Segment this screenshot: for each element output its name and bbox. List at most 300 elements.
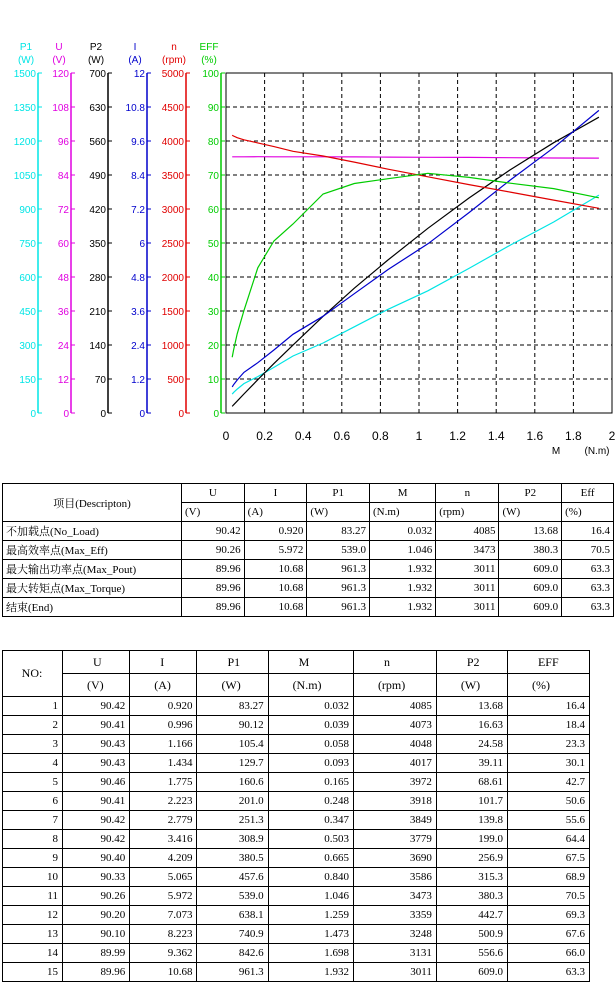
- summary-header-cell: I: [244, 484, 307, 503]
- axis-tick-label: 24: [57, 341, 69, 352]
- detail-row-number: 2: [3, 716, 63, 735]
- detail-cell: 63.3: [507, 963, 589, 982]
- axis-tick-label: 0: [139, 409, 145, 420]
- axis-tick-label: 350: [89, 239, 106, 250]
- detail-cell: 315.3: [436, 868, 507, 887]
- detail-cell: 199.0: [436, 830, 507, 849]
- detail-cell: 90.43: [63, 735, 130, 754]
- detail-cell: 5.065: [130, 868, 197, 887]
- summary-cell: 63.3: [562, 598, 614, 617]
- axis-tick-label: 500: [167, 375, 184, 386]
- summary-unit-cell: (%): [562, 503, 614, 522]
- detail-cell: 90.20: [63, 906, 130, 925]
- detail-cell: 4017: [353, 754, 436, 773]
- summary-cell: 90.42: [182, 522, 245, 541]
- detail-cell: 160.6: [197, 773, 268, 792]
- detail-cell: 3131: [353, 944, 436, 963]
- axis-tick-label: 70: [94, 375, 106, 386]
- detail-header-cell: U: [63, 651, 130, 674]
- x-axis-label: M: [551, 446, 561, 457]
- summary-cell: 63.3: [562, 560, 614, 579]
- detail-cell: 42.7: [507, 773, 589, 792]
- detail-cell: 0.093: [268, 754, 353, 773]
- detail-cell: 90.10: [63, 925, 130, 944]
- summary-cell: 539.0: [307, 541, 370, 560]
- detail-unit-cell: (W): [436, 674, 507, 697]
- axis-tick-label: 3000: [161, 205, 184, 216]
- axis-tick-label: 10: [207, 375, 219, 386]
- summary-cell: 10.68: [244, 579, 307, 598]
- x-tick-label: 0.8: [372, 429, 389, 443]
- detail-row: [3, 754, 590, 773]
- axis-tick-label: 2000: [161, 273, 184, 284]
- detail-row: [3, 868, 590, 887]
- series-lines: [232, 110, 599, 406]
- detail-row-number: 10: [3, 868, 63, 887]
- detail-cell: 90.33: [63, 868, 130, 887]
- axis-p1: [14, 42, 42, 420]
- detail-cell: 380.3: [436, 887, 507, 906]
- detail-no-header: NO:: [3, 651, 63, 697]
- axis-tick-label: 0: [100, 409, 106, 420]
- summary-cell: 89.96: [182, 560, 245, 579]
- detail-cell: 0.347: [268, 811, 353, 830]
- axis-tick-label: 10.8: [125, 103, 145, 114]
- axis-tick-label: 420: [89, 205, 106, 216]
- detail-cell: 0.503: [268, 830, 353, 849]
- axis-tick-label: 600: [19, 273, 36, 284]
- detail-cell: 0.840: [268, 868, 353, 887]
- detail-cell: 105.4: [197, 735, 268, 754]
- detail-cell: 0.996: [130, 716, 197, 735]
- axis-tick-label: 3500: [161, 171, 184, 182]
- axis-tick-label: 90: [207, 103, 219, 114]
- detail-cell: 0.039: [268, 716, 353, 735]
- detail-cell: 70.5: [507, 887, 589, 906]
- detail-row-number: 13: [3, 925, 63, 944]
- detail-header-row: [3, 651, 590, 674]
- detail-unit-cell: (W): [197, 674, 268, 697]
- axis-tick-label: 3.6: [131, 307, 145, 318]
- axis-p2: [88, 42, 112, 420]
- axis-tick-label: 70: [207, 171, 219, 182]
- detail-header-cell: EFF: [507, 651, 589, 674]
- detail-cell: 67.5: [507, 849, 589, 868]
- detail-row: [3, 697, 590, 716]
- summary-cell: 961.3: [307, 560, 370, 579]
- summary-header-row: [3, 484, 614, 503]
- summary-cell: 70.5: [562, 541, 614, 560]
- summary-cell: 16.4: [562, 522, 614, 541]
- axis-name: I: [133, 42, 137, 53]
- detail-cell: 18.4: [507, 716, 589, 735]
- axis-tick-label: 1500: [161, 307, 184, 318]
- detail-cell: 1.932: [268, 963, 353, 982]
- axis-tick-label: 0: [213, 409, 219, 420]
- series-eff-line: [232, 173, 599, 357]
- detail-row: [3, 792, 590, 811]
- detail-unit-cell: (rpm): [353, 674, 436, 697]
- detail-cell: 90.26: [63, 887, 130, 906]
- detail-cell: 129.7: [197, 754, 268, 773]
- detail-row: [3, 735, 590, 754]
- detail-cell: 961.3: [197, 963, 268, 982]
- detail-row-number: 1: [3, 697, 63, 716]
- axis-tick-label: 280: [89, 273, 106, 284]
- summary-row-label: 最大输出功率点(Max_Pout): [3, 560, 182, 579]
- detail-cell: 638.1: [197, 906, 268, 925]
- detail-cell: 1.166: [130, 735, 197, 754]
- x-tick-label: 0.6: [333, 429, 351, 443]
- detail-cell: 2.779: [130, 811, 197, 830]
- axis-tick-label: 4500: [161, 103, 184, 114]
- axis-tick-label: 0: [178, 409, 184, 420]
- axis-tick-label: 1500: [13, 69, 36, 80]
- summary-unit-cell: (A): [244, 503, 307, 522]
- detail-cell: 9.362: [130, 944, 197, 963]
- axis-tick-label: 8.4: [131, 171, 145, 182]
- detail-cell: 30.1: [507, 754, 589, 773]
- axis-tick-label: 100: [202, 69, 219, 80]
- detail-cell: 64.4: [507, 830, 589, 849]
- detail-cell: 3849: [353, 811, 436, 830]
- detail-row: [3, 716, 590, 735]
- summary-cell: 3011: [436, 560, 499, 579]
- axis-i: [126, 42, 151, 420]
- detail-cell: 68.61: [436, 773, 507, 792]
- summary-cell: 89.96: [182, 579, 245, 598]
- summary-unit-cell: (V): [182, 503, 245, 522]
- axis-name: P2: [89, 42, 103, 53]
- summary-unit-cell: (W): [499, 503, 562, 522]
- summary-row-label: 结束(End): [3, 598, 182, 617]
- axis-tick-label: 0: [30, 409, 36, 420]
- axis-tick-label: 50: [207, 239, 219, 250]
- summary-cell: 63.3: [562, 579, 614, 598]
- detail-cell: 90.46: [63, 773, 130, 792]
- axis-tick-label: 140: [89, 341, 106, 352]
- axis-tick-label: 5000: [161, 69, 184, 80]
- axis-tick-label: 30: [207, 307, 219, 318]
- detail-row: [3, 906, 590, 925]
- summary-cell: 1.046: [369, 541, 435, 560]
- axis-tick-label: 150: [19, 375, 36, 386]
- summary-unit-cell: (rpm): [436, 503, 499, 522]
- summary-cell: 3011: [436, 579, 499, 598]
- detail-unit-cell: (A): [130, 674, 197, 697]
- performance-chart: [0, 0, 616, 470]
- axis-name: EFF: [199, 42, 219, 53]
- detail-cell: 69.3: [507, 906, 589, 925]
- axis-unit: (V): [52, 55, 66, 66]
- axis-tick-label: 630: [89, 103, 106, 114]
- detail-cell: 16.4: [507, 697, 589, 716]
- detail-cell: 556.6: [436, 944, 507, 963]
- detail-cell: 3918: [353, 792, 436, 811]
- detail-cell: 1.046: [268, 887, 353, 906]
- x-tick-label: 0.2: [256, 429, 273, 443]
- detail-cell: 1.775: [130, 773, 197, 792]
- axis-tick-label: 490: [89, 171, 106, 182]
- x-tick-label: 1.4: [487, 429, 505, 443]
- detail-cell: 39.11: [436, 754, 507, 773]
- axis-tick-label: 84: [57, 171, 69, 182]
- summary-row: [3, 560, 614, 579]
- detail-cell: 0.032: [268, 697, 353, 716]
- detail-header-cell: n: [353, 651, 436, 674]
- series-n-line: [232, 135, 599, 208]
- axis-tick-label: 9.6: [131, 137, 145, 148]
- summary-cell: 10.68: [244, 560, 307, 579]
- summary-cell: 89.96: [182, 598, 245, 617]
- summary-cell: 609.0: [499, 598, 562, 617]
- axis-tick-label: 750: [19, 239, 36, 250]
- axis-eff: [200, 42, 225, 420]
- x-tick-label: 0.4: [294, 429, 312, 443]
- summary-cell: 0.920: [244, 522, 307, 541]
- detail-unit-row: [3, 674, 590, 697]
- detail-unit-cell: (V): [63, 674, 130, 697]
- detail-cell: 23.3: [507, 735, 589, 754]
- axis-name: P1: [19, 42, 33, 53]
- axis-tick-label: 80: [207, 137, 219, 148]
- axis-tick-label: 108: [52, 103, 69, 114]
- detail-row: [3, 944, 590, 963]
- detail-cell: 3011: [353, 963, 436, 982]
- detail-cell: 24.58: [436, 735, 507, 754]
- summary-cell: 83.27: [307, 522, 370, 541]
- detail-row-number: 12: [3, 906, 63, 925]
- detail-table: [2, 650, 590, 982]
- detail-cell: 90.41: [63, 716, 130, 735]
- axis-name: n: [171, 42, 177, 53]
- detail-cell: 256.9: [436, 849, 507, 868]
- detail-cell: 1.698: [268, 944, 353, 963]
- axis-tick-label: 12: [133, 69, 145, 80]
- summary-cell: 1.932: [369, 560, 435, 579]
- detail-cell: 380.5: [197, 849, 268, 868]
- axis-tick-label: 60: [207, 205, 219, 216]
- detail-cell: 740.9: [197, 925, 268, 944]
- summary-cell: 3011: [436, 598, 499, 617]
- x-axis: [223, 429, 616, 457]
- detail-row-number: 4: [3, 754, 63, 773]
- detail-row-number: 5: [3, 773, 63, 792]
- detail-cell: 5.972: [130, 887, 197, 906]
- axis-tick-label: 4.8: [131, 273, 145, 284]
- axis-tick-label: 20: [207, 341, 219, 352]
- summary-unit-cell: (W): [307, 503, 370, 522]
- summary-cell: 4085: [436, 522, 499, 541]
- axis-tick-label: 210: [89, 307, 106, 318]
- detail-row: [3, 963, 590, 982]
- detail-cell: 2.223: [130, 792, 197, 811]
- summary-row-label: 最大转矩点(Max_Torque): [3, 579, 182, 598]
- detail-cell: 90.42: [63, 811, 130, 830]
- detail-cell: 83.27: [197, 697, 268, 716]
- axis-tick-label: 7.2: [131, 205, 145, 216]
- summary-cell: 609.0: [499, 560, 562, 579]
- detail-cell: 3972: [353, 773, 436, 792]
- axis-tick-label: 72: [57, 205, 69, 216]
- axis-tick-label: 4000: [161, 137, 184, 148]
- axis-unit: (A): [128, 55, 142, 66]
- detail-cell: 3779: [353, 830, 436, 849]
- detail-header-cell: P1: [197, 651, 268, 674]
- x-tick-label: 0: [222, 429, 230, 443]
- axis-tick-label: 450: [19, 307, 36, 318]
- detail-row-number: 15: [3, 963, 63, 982]
- summary-row-label: 最高效率点(Max_Eff): [3, 541, 182, 560]
- detail-cell: 50.6: [507, 792, 589, 811]
- axis-tick-label: 120: [52, 69, 69, 80]
- detail-cell: 3.416: [130, 830, 197, 849]
- detail-cell: 10.68: [130, 963, 197, 982]
- axis-tick-label: 300: [19, 341, 36, 352]
- detail-cell: 7.073: [130, 906, 197, 925]
- summary-header-cell: P2: [499, 484, 562, 503]
- summary-cell: 3473: [436, 541, 499, 560]
- summary-cell: 1.932: [369, 579, 435, 598]
- axis-tick-label: 36: [57, 307, 69, 318]
- axis-unit: (rpm): [162, 55, 186, 66]
- axis-tick-label: 1000: [161, 341, 184, 352]
- axis-name: U: [55, 42, 63, 53]
- detail-cell: 66.0: [507, 944, 589, 963]
- axis-tick-label: 40: [207, 273, 219, 284]
- axis-unit: (W): [87, 55, 105, 66]
- y-axes: [14, 42, 225, 420]
- detail-row-number: 8: [3, 830, 63, 849]
- detail-cell: 13.68: [436, 697, 507, 716]
- detail-header-cell: M: [268, 651, 353, 674]
- axis-unit: (W): [17, 55, 35, 66]
- summary-cell: 961.3: [307, 579, 370, 598]
- detail-cell: 8.223: [130, 925, 197, 944]
- axis-tick-label: 2.4: [131, 341, 145, 352]
- detail-row-number: 14: [3, 944, 63, 963]
- detail-cell: 55.6: [507, 811, 589, 830]
- detail-row-number: 9: [3, 849, 63, 868]
- summary-row: [3, 522, 614, 541]
- detail-row: [3, 925, 590, 944]
- x-tick-label: 1.8: [565, 429, 582, 443]
- axis-tick-label: 1350: [13, 103, 36, 114]
- axis-tick-label: 1.2: [131, 375, 145, 386]
- detail-cell: 500.9: [436, 925, 507, 944]
- detail-row-number: 7: [3, 811, 63, 830]
- detail-header-cell: P2: [436, 651, 507, 674]
- axis-unit: (%): [201, 55, 217, 66]
- detail-cell: 90.43: [63, 754, 130, 773]
- axis-tick-label: 2500: [161, 239, 184, 250]
- axis-tick-label: 560: [89, 137, 106, 148]
- detail-cell: 89.96: [63, 963, 130, 982]
- detail-cell: 1.259: [268, 906, 353, 925]
- axis-tick-label: 96: [57, 137, 69, 148]
- x-tick-label: 2: [608, 429, 616, 443]
- detail-cell: 139.8: [436, 811, 507, 830]
- detail-cell: 0.920: [130, 697, 197, 716]
- detail-cell: 90.12: [197, 716, 268, 735]
- detail-row: [3, 811, 590, 830]
- series-p1-line: [232, 195, 599, 394]
- summary-header-cell: n: [436, 484, 499, 503]
- summary-cell: 10.68: [244, 598, 307, 617]
- detail-cell: 3248: [353, 925, 436, 944]
- axis-tick-label: 700: [89, 69, 106, 80]
- detail-cell: 3359: [353, 906, 436, 925]
- detail-cell: 457.6: [197, 868, 268, 887]
- axis-tick-label: 48: [57, 273, 69, 284]
- detail-cell: 1.473: [268, 925, 353, 944]
- summary-row: [3, 598, 614, 617]
- detail-cell: 0.665: [268, 849, 353, 868]
- detail-row-number: 3: [3, 735, 63, 754]
- detail-cell: 67.6: [507, 925, 589, 944]
- axis-tick-label: 12: [57, 375, 69, 386]
- summary-header-cell: 项目(Descripton): [3, 484, 182, 522]
- axis-tick-label: 900: [19, 205, 36, 216]
- detail-cell: 3473: [353, 887, 436, 906]
- detail-cell: 3586: [353, 868, 436, 887]
- detail-cell: 4085: [353, 697, 436, 716]
- detail-cell: 89.99: [63, 944, 130, 963]
- detail-cell: 0.165: [268, 773, 353, 792]
- axis-tick-label: 0: [63, 409, 69, 420]
- detail-cell: 90.42: [63, 697, 130, 716]
- summary-cell: 0.032: [369, 522, 435, 541]
- detail-cell: 90.41: [63, 792, 130, 811]
- x-tick-label: 1.2: [449, 429, 466, 443]
- detail-header-cell: I: [130, 651, 197, 674]
- summary-cell: 380.3: [499, 541, 562, 560]
- detail-cell: 68.9: [507, 868, 589, 887]
- summary-cell: 5.972: [244, 541, 307, 560]
- detail-cell: 4073: [353, 716, 436, 735]
- summary-row: [3, 541, 614, 560]
- axis-tick-label: 6: [139, 239, 145, 250]
- summary-cell: 609.0: [499, 579, 562, 598]
- detail-row: [3, 887, 590, 906]
- summary-cell: 13.68: [499, 522, 562, 541]
- summary-header-cell: Eff: [562, 484, 614, 503]
- summary-unit-cell: (N.m): [369, 503, 435, 522]
- summary-row: [3, 579, 614, 598]
- detail-row-number: 11: [3, 887, 63, 906]
- x-axis-unit: (N.m): [584, 446, 610, 457]
- detail-cell: 4048: [353, 735, 436, 754]
- x-tick-label: 1: [415, 429, 423, 443]
- detail-cell: 539.0: [197, 887, 268, 906]
- detail-cell: 3690: [353, 849, 436, 868]
- detail-cell: 0.248: [268, 792, 353, 811]
- summary-header-cell: P1: [307, 484, 370, 503]
- summary-cell: 1.932: [369, 598, 435, 617]
- detail-unit-cell: (%): [507, 674, 589, 697]
- axis-tick-label: 1200: [13, 137, 36, 148]
- summary-cell: 961.3: [307, 598, 370, 617]
- detail-cell: 1.434: [130, 754, 197, 773]
- detail-row-number: 6: [3, 792, 63, 811]
- detail-cell: 0.058: [268, 735, 353, 754]
- detail-row: [3, 830, 590, 849]
- axis-tick-label: 60: [57, 239, 69, 250]
- detail-cell: 90.42: [63, 830, 130, 849]
- detail-row: [3, 849, 590, 868]
- detail-cell: 101.7: [436, 792, 507, 811]
- x-tick-label: 1.6: [526, 429, 544, 443]
